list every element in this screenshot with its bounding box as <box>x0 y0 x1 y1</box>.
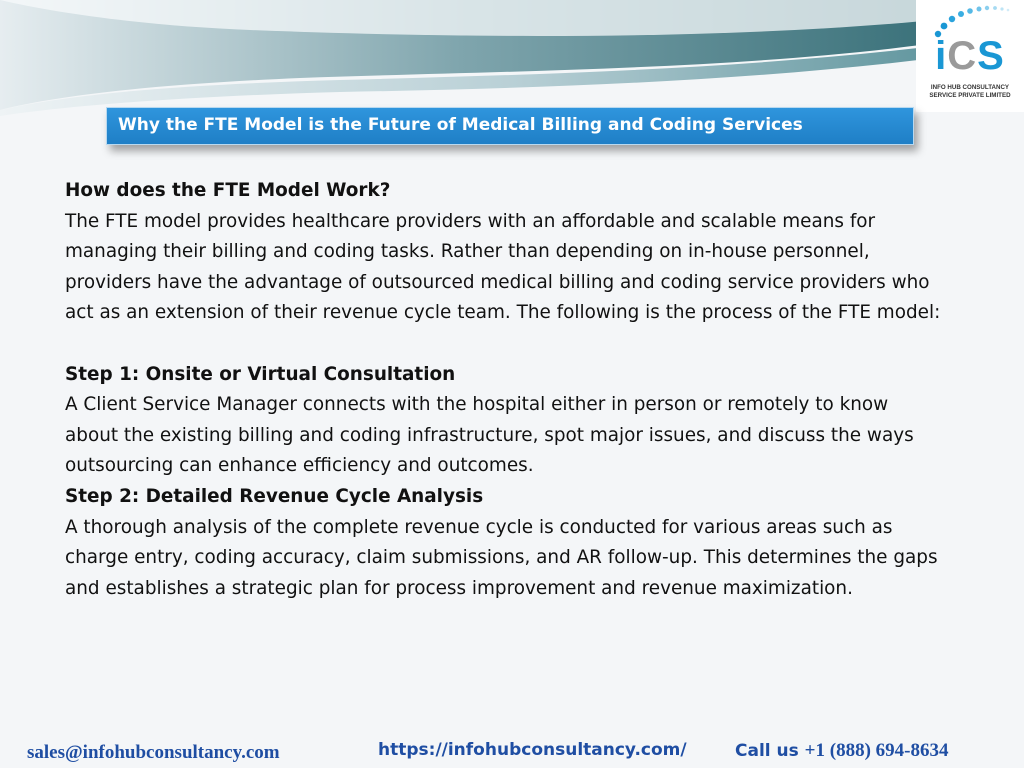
step-2-text: A thorough analysis of the complete revenue cycle is conducted for various areas such as charge entry, coding accuracy, claim submissions, and AR follow-up. This determines the gaps and establishes a strategic plan for process improvement and revenue maximization. <box>65 516 938 599</box>
footer-call[interactable] <box>735 740 948 762</box>
footer-call-label: Call us <box>735 741 799 761</box>
footer-phone-number: +1 (888) 694-8634 <box>804 740 949 761</box>
slide-title-bar <box>106 107 914 145</box>
logo-subtitle-line2: SERVICE PRIVATE LIMITED <box>929 92 1011 99</box>
logo-letter-c: C <box>947 34 978 78</box>
footer <box>0 738 1024 768</box>
step-1-title: Step 1: Onsite or Virtual Consultation <box>65 363 456 385</box>
logo-letter-i: i <box>935 34 948 78</box>
footer-email-link[interactable]: sales@infohubconsultancy.com <box>27 742 280 763</box>
spacer <box>65 329 945 360</box>
logo-subtitle-line1: INFO HUB CONSULTANCY <box>930 84 1010 91</box>
company-logo <box>916 0 1024 112</box>
footer-website-link[interactable]: https://infohubconsultancy.com/ <box>378 740 687 760</box>
slide-title: Why the FTE Model is the Future of Medical Billing and Coding Services <box>118 115 803 135</box>
logo-letter-s: S <box>977 34 1005 78</box>
step-2-title: Step 2: Detailed Revenue Cycle Analysis <box>65 485 484 507</box>
intro-paragraph: The FTE model provides healthcare providers with an affordable and scalable means for managing their billing and coding tasks. Rather than depending on in-house personnel, providers have the advantage of outsourced medical billing and coding service providers who act as an extension of their revenue cycle team. The following is the process of the FTE model: <box>65 210 941 324</box>
step-1-text: A Client Service Manager connects with the hospital either in person or remotely to know about the existing billing and coding infrastructure, spot major issues, and discuss the ways outsourcing can enhance efficiency and outcomes. <box>65 394 914 477</box>
logo-wordmark <box>916 32 1024 80</box>
slide-content <box>65 176 945 604</box>
logo-subtitle <box>920 84 1020 100</box>
section-heading: How does the FTE Model Work? <box>65 180 391 201</box>
